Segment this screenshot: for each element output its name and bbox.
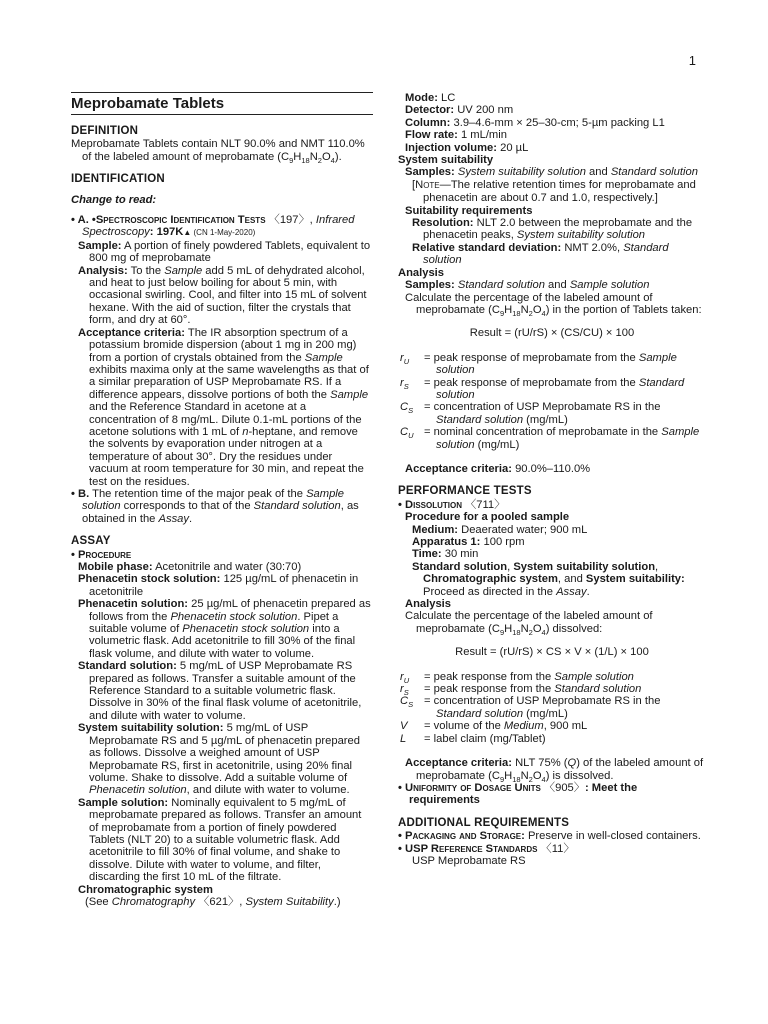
phenacetin-solution: Phenacetin solution: 25 µg/mL of phenacetin prepared as follows from the Phenacetin stock solution. Pipet a suitable volume of Phenacetin stock solution into a volumetric flask. Add acetonitrile to fill 30% of the final flask volume, and dilute with water to volume. [78, 598, 371, 660]
variable-definition: = nominal concentration of meprobamate in the Sample solution (mg/mL) [424, 426, 700, 451]
assay-calc: Calculate the percentage of the labeled amount of meprobamate $(C_9H_{18}N_2O_4)$ in the portion of Tablets taken: [405, 291, 702, 319]
system-suitability-solution: System suitability solution: 5 mg/mL of USP Meprobamate RS and 5 µg/mL of phenacetin prepared as follows. Dissolve a weighed amount of USP Meprobamate RS, first in acetonitrile, using 20% final volume. Shake to dissolve. Add a suitable volume of Phenacetin solution, and dilute with water to volume. [78, 722, 360, 797]
resolution: Resolution: NLT 2.0 between the meprobamate and the phenacetin peaks, System suitability solution [412, 217, 693, 242]
assay-var-row [398, 401, 706, 426]
variable-symbol: $C_S$ [400, 695, 414, 710]
variable-definition: = peak response from the Standard solution [424, 683, 642, 696]
sample-solution: Sample solution: Nominally equivalent to 5 mg/mL of meprobamate prepared as follows. Transfer an amount of meprobamate from a portion of finely powdered Tablets (NLT 20) to a suitable volumetric flask. Add acetonitrile to fill 30% of final volume, and shake to dissolve. Dilute with water to volume, and filter, discarding the first 10 mL of the filtrate. [78, 796, 362, 884]
dissolution-variables [398, 671, 706, 745]
dissolution-calc: Calculate the percentage of the labeled amount of meprobamate $(C_9H_{18}N_2O_4)$ dissolved: [405, 610, 653, 638]
dissolution-var-row [398, 733, 706, 745]
flow-rate: Flow rate: 1 mL/min [405, 129, 507, 142]
change-to-read: Change to read: [71, 193, 157, 206]
additional-heading: ADDITIONAL REQUIREMENTS [398, 816, 570, 829]
variable-symbol: $r_U$ [400, 670, 410, 685]
packaging-storage: • Packaging and Storage: Preserve in well-closed containers. [398, 830, 701, 843]
assay-var-row [398, 352, 706, 377]
dissolution-result-formula: Result = (rU/rS) × CS × V × (1/L) × 100 [455, 646, 649, 659]
pooled-sample: Procedure for a pooled sample [405, 511, 570, 524]
variable-definition: = concentration of USP Meprobamate RS in the Standard solution (mg/mL) [424, 695, 661, 720]
left-column [71, 92, 373, 908]
mobile-phase: Mobile phase: Acetonitrile and water (30:70) [78, 561, 302, 573]
variable-definition: = peak response of meprobamate from the Sample solution [424, 351, 677, 377]
suitability-requirements: Suitability requirements [405, 204, 533, 217]
identification-heading: IDENTIFICATION [71, 173, 165, 186]
dissolution-analysis-heading: Analysis [405, 598, 452, 611]
proceed-as-directed: Standard solution, System suitability solution, Chromatographic system, and System suitability: Proceed as directed in the Assay. [412, 560, 685, 598]
variable-symbol: $C_U$ [400, 426, 414, 441]
assay-var-row [398, 426, 706, 451]
variable-symbol: L [400, 732, 407, 745]
page-number: 1 [688, 53, 696, 68]
assay-acceptance: Acceptance criteria: 90.0%–110.0% [405, 462, 591, 475]
performance-heading: PERFORMANCE TESTS [398, 485, 532, 498]
dissolution-var-row [398, 695, 706, 720]
variable-definition: = peak response from the Sample solution [424, 670, 634, 683]
medium: Medium: Deaerated water; 900 mL [412, 523, 588, 536]
definition-text: Meprobamate Tablets contain NLT 90.0% and NMT 110.0% of the labeled amount of meprobamate $(C_9H_{18}N_2O_4)$. [71, 138, 365, 166]
id-test-a-title: • A. •Spectroscopic Identification Tests 〈197〉, Infrared Spectroscopy: 197K▲ (CN 1-May-2020) [71, 214, 355, 239]
injection-volume: Injection volume: 20 µL [405, 141, 529, 154]
variable-symbol: $r_S$ [400, 683, 409, 698]
assay-result-formula: Result = (rU/rS) × (CS/CU) × 100 [469, 327, 635, 340]
chromatographic-ref: (See Chromatography 〈621〉, System Suitability.) [85, 895, 341, 908]
right-column [398, 92, 706, 867]
variable-definition: = label claim (mg/Tablet) [424, 732, 546, 745]
ss-samples: Samples: System suitability solution and Standard solution [405, 166, 698, 179]
usp-reference-standards: • USP Reference Standards 〈11〉 [398, 842, 575, 855]
variable-definition: = concentration of USP Meprobamate RS in the Standard solution (mg/mL) [424, 401, 661, 426]
phenacetin-stock: Phenacetin stock solution: 125 µg/mL of phenacetin in acetonitrile [78, 573, 359, 598]
detector: Detector: UV 200 nm [405, 104, 514, 117]
chromatographic-system: Chromatographic system [78, 883, 213, 896]
dissolution: • Dissolution 〈711〉 [398, 498, 506, 511]
variable-definition: = volume of the Medium, 900 mL [424, 720, 588, 733]
id-a-sample: Sample: A portion of finely powdered Tablets, equivalent to 800 mg of meprobamate [78, 239, 371, 265]
id-a-acceptance: Acceptance criteria: The IR absorption spectrum of a potassium bromide dispersion (about 1 mg in 200 mg) from a portion of crystals obtained from the Sample exhibits maxima only at the same wavelengths as that of a similar preparation of USP Meprobamate RS. If a difference appears, dissolve portions of both the Sample and the Reference Standard in acetone at a concentration of 8 mg/mL. Dilute 0.1-mL portions of the acetone solutions with 1 mL of n-heptane, and remove the solvents by evaporation under nitrogen at a temperature of about 30°. Dry the residues under vacuum at room temperature for 30 min, and repeat the test on the residues. [78, 326, 369, 488]
variable-definition: = peak response of meprobamate from the Standard solution [424, 376, 685, 401]
id-test-b: • B. The retention time of the major peak of the Sample solution corresponds to that of the Standard solution, as obtained in the Assay. [71, 487, 359, 525]
apparatus: Apparatus 1: 100 rpm [412, 536, 525, 548]
assay-analysis-heading: Analysis [398, 266, 445, 279]
usp-meprobamate-rs: USP Meprobamate RS [412, 854, 526, 867]
monograph-title: Meprobamate Tablets [71, 92, 373, 115]
dissolution-var-row [398, 683, 706, 698]
dissolution-var-row [398, 720, 706, 732]
ss-note: [NOTE—The relative retention times for meprobamate and phenacetin are about 0.7 and 1.0, respectively.] [412, 178, 696, 205]
variable-symbol: $r_U$ [400, 351, 410, 366]
assay-samples: Samples: Standard solution and Sample solution [405, 279, 650, 292]
time: Time: 30 min [412, 548, 479, 561]
assay-variables [398, 352, 706, 451]
id-a-analysis: Analysis: To the Sample add 5 mL of dehydrated alcohol, and heat to just below boiling for about 5 min, with occasional swirling. Cool, and filter into 15 mL of solvent hexane. With the aid of suction, filter the crystals that form, and dry at 60°. [78, 264, 367, 327]
variable-symbol: $C_S$ [400, 401, 414, 416]
standard-solution: Standard solution: 5 mg/mL of USP Meprobamate RS prepared as follows. Transfer a suitable amount of the Reference Standard to a suitable volumetric flask. Dissolve in 30% of the final flask volume of acetonitrile, and dilute with water to volume. [78, 660, 362, 722]
assay-heading: ASSAY [71, 535, 111, 548]
column: Column: 3.9–4.6-mm × 25–30-cm; 5-µm packing L1 [405, 116, 665, 129]
variable-symbol: V [400, 720, 408, 733]
mode: Mode: LC [405, 92, 456, 104]
relative-std-dev: Relative standard deviation: NMT 2.0%, Standard solution [412, 241, 669, 267]
dissolution-acceptance: Acceptance criteria: NLT 75% (Q) of the labeled amount of meprobamate $(C_9H_{18}N_2O_4)$ is dissolved. [405, 757, 704, 784]
assay-procedure: • Procedure [71, 548, 132, 561]
assay-var-row [398, 377, 706, 402]
uniformity-dosage-units: • Uniformity of Dosage Units 〈905〉: Meet the requirements [398, 781, 638, 807]
variable-symbol: $r_S$ [400, 376, 409, 391]
system-suitability-heading: System suitability [398, 154, 494, 167]
definition-heading: DEFINITION [71, 125, 139, 137]
dissolution-var-row [398, 671, 706, 683]
